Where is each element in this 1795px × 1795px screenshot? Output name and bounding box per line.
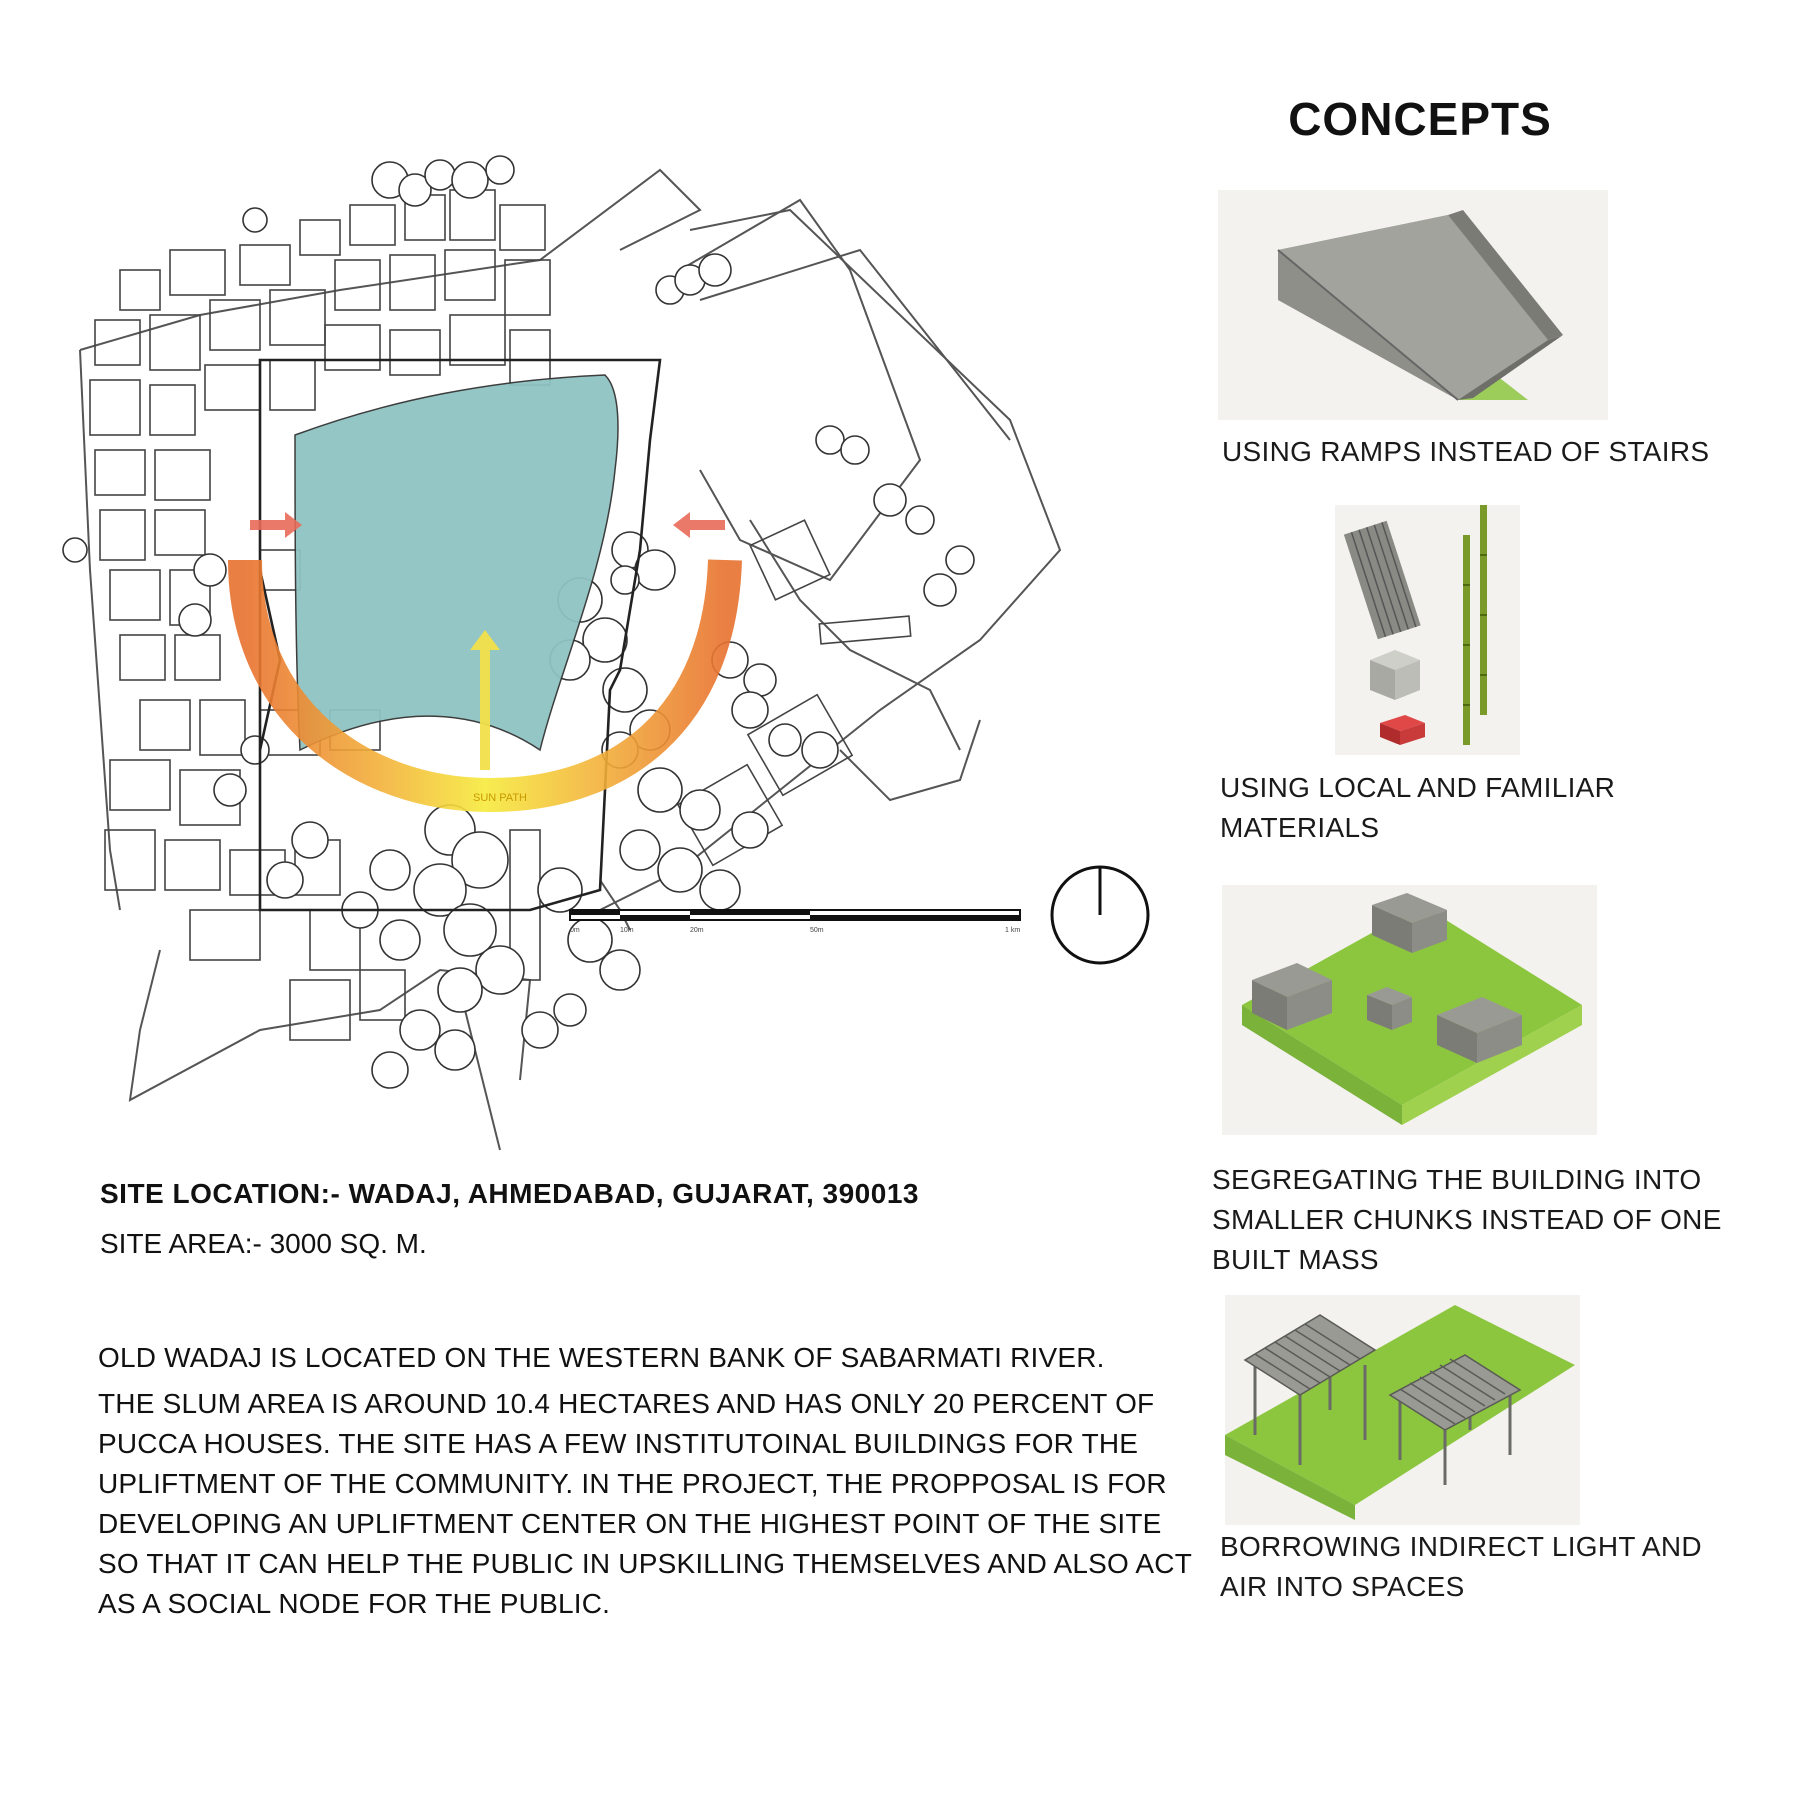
scale-label: 20m (690, 927, 704, 934)
caption-line: AIR INTO SPACES (1220, 1571, 1465, 1602)
arrow-east-icon (250, 512, 302, 538)
site-description-2: THE SLUM AREA IS AROUND 10.4 HECTARES AND HAS ONLY 20 PERCENT OF PUCCA HOUSES. THE SITE HAS A FEW INSTITUTOINAL BUILDINGS FOR THE UPLIFTMENT OF THE COMMUNITY. IN THE PROJECT, THE PROPPOSAL IS FOR DEVELOPING AN UPLIFTMENT CENTER ON THE HIGHEST POINT OF THE SITE SO THAT IT CAN HELP THE PUBLIC IN UPSKILLING THEMSELVES AND ALSO ACT AS A SOCIAL NODE FOR THE PUBLIC. (98, 1388, 1192, 1619)
site-plan-map (60, 150, 1200, 1160)
concept-caption-materials (1220, 768, 1615, 848)
site-area: SITE AREA:- 3000 SQ. M. (100, 1228, 427, 1259)
concept-caption-ramps (1222, 432, 1709, 472)
pergola-illustration (1225, 1295, 1580, 1525)
site-description-1: OLD WADAJ IS LOCATED ON THE WESTERN BANK OF SABARMATI RIVER. (98, 1342, 1105, 1373)
caption-line: MATERIALS (1220, 812, 1380, 843)
ramp-illustration (1218, 190, 1608, 420)
caption-line: BUILT MASS (1212, 1244, 1379, 1275)
site-location: SITE LOCATION:- WADAJ, AHMEDABAD, GUJARAT, 390013 (100, 1178, 919, 1209)
arrow-west-icon (673, 512, 725, 538)
concept-caption-segregating (1212, 1160, 1722, 1280)
concepts-title: CONCEPTS (1288, 93, 1552, 145)
blocks-illustration (1222, 885, 1597, 1135)
proposed-site-zone (295, 375, 618, 750)
scale-label: 0m (570, 927, 580, 934)
caption-line: USING LOCAL AND FAMILIAR (1220, 772, 1616, 803)
scale-label: 10m (620, 927, 634, 934)
scale-label: 50m (810, 927, 824, 934)
caption-line: BORROWING INDIRECT LIGHT AND (1220, 1531, 1702, 1562)
caption-line: USING RAMPS INSTEAD OF STAIRS (1222, 436, 1710, 467)
north-arrow-icon (1052, 867, 1148, 963)
sun-path-label: SUN PATH (473, 792, 527, 804)
concept-caption-light-air (1220, 1527, 1702, 1607)
caption-line: SMALLER CHUNKS INSTEAD OF ONE (1212, 1204, 1722, 1235)
materials-illustration (1335, 505, 1520, 755)
scale-bar (570, 910, 1020, 934)
scale-label: 1 km (1005, 927, 1021, 934)
concrete-block-icon (1370, 650, 1420, 700)
caption-line: SEGREGATING THE BUILDING INTO (1212, 1164, 1702, 1195)
